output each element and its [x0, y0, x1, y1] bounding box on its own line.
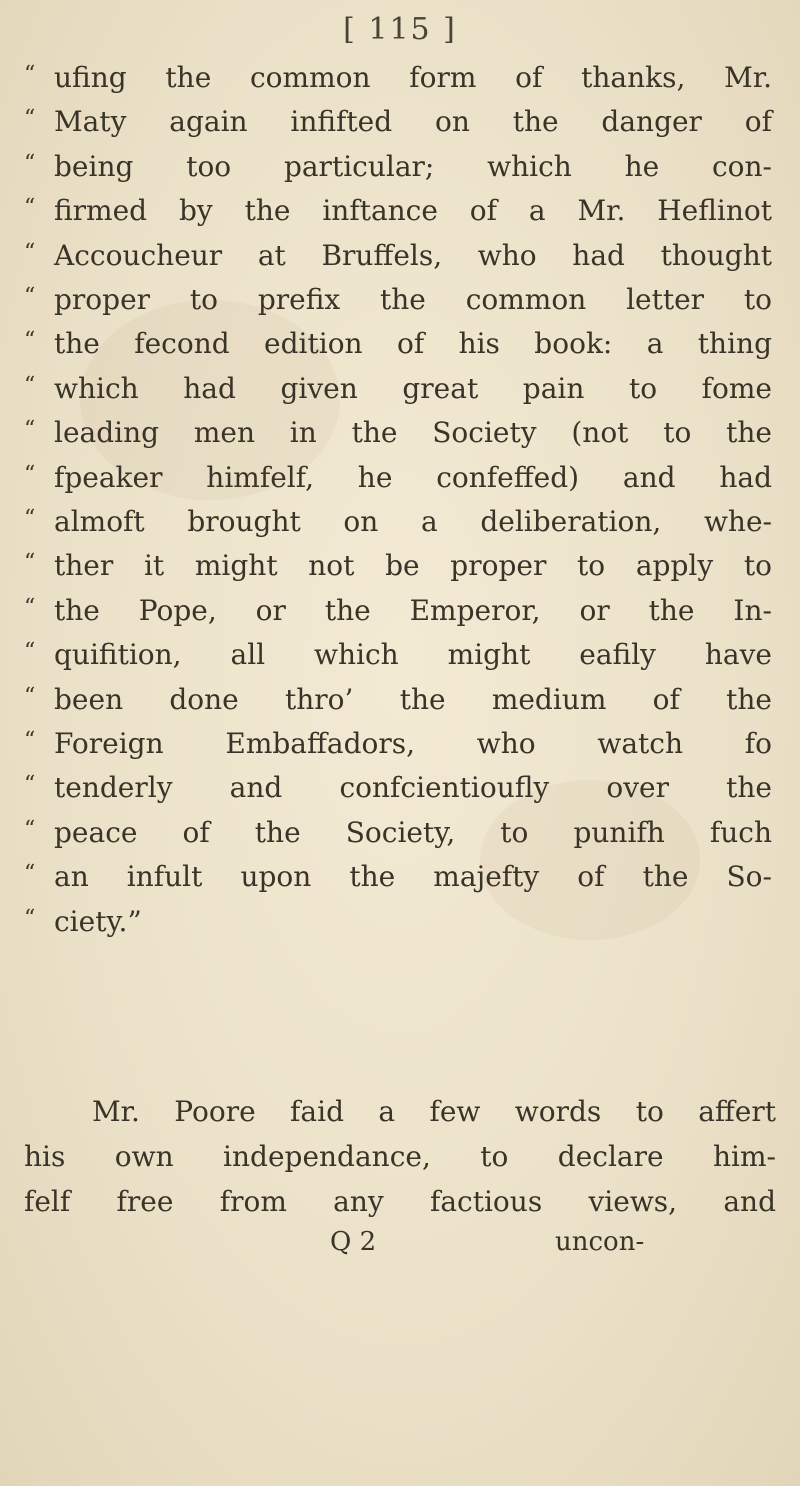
line-text: been done thro’ the medium of the	[54, 682, 772, 716]
page-number: [ 115 ]	[343, 12, 457, 47]
quoted-text-line	[24, 413, 776, 453]
line-text: tenderly and confcientioufly over the	[54, 771, 772, 805]
paragraph-text-line	[24, 1137, 776, 1177]
quoted-text-line	[24, 635, 776, 675]
paragraph-text-line	[24, 1092, 776, 1132]
line-text: quifition, all which might eafily have	[54, 638, 772, 672]
line-text: his own independance, to declare him-	[24, 1140, 776, 1173]
quoted-text-line	[24, 502, 776, 542]
quote-mark: “	[24, 284, 36, 309]
line-text: Accoucheur at Bruffels, who had thought	[54, 238, 772, 272]
line-text: which had given great pain to fome	[54, 371, 772, 405]
catchword: uncon-	[555, 1227, 645, 1257]
quoted-text-line	[24, 902, 776, 942]
line-text: Foreign Embaffadors, who watch fo	[54, 727, 772, 760]
quote-mark: “	[24, 506, 36, 531]
quote-mark: “	[24, 417, 36, 443]
quote-mark: “	[24, 594, 36, 620]
line-text: leading men in the Society (not to the	[54, 416, 772, 450]
quote-mark: “	[24, 772, 36, 798]
quoted-text-line	[24, 813, 776, 853]
quoted-text-line	[24, 591, 776, 631]
quoted-text-line	[24, 857, 776, 897]
quote-mark: “	[24, 239, 36, 265]
quoted-text-line	[24, 280, 776, 320]
quote-mark: “	[24, 62, 36, 87]
line-text: ther it might not be proper to apply to	[54, 549, 772, 583]
line-text: firmed by the inftance of a Mr. Heflinot	[54, 194, 772, 228]
quote-mark: “	[24, 905, 36, 931]
quoted-text-line	[24, 191, 776, 231]
quote-mark: “	[24, 328, 36, 354]
line-text: ufing the common form of thanks, Mr.	[54, 61, 772, 94]
line-text: Mr. Poore faid a few words to affert	[92, 1095, 776, 1128]
quoted-text-line	[24, 324, 776, 364]
quote-mark: “	[24, 639, 36, 665]
quote-mark: “	[24, 816, 36, 842]
quoted-text-line	[24, 236, 776, 276]
line-text: the Pope, or the Emperor, or the In-	[54, 593, 772, 627]
quoted-text-line	[24, 58, 776, 98]
quoted-text-line	[24, 680, 776, 720]
line-text: Maty again infifted on the danger of	[54, 105, 772, 139]
line-text: almoft brought on a deliberation, whe-	[54, 505, 772, 538]
line-text: fpeaker himfelf, he confeffed) and had	[54, 460, 772, 494]
quoted-text-line	[24, 102, 776, 142]
quote-mark: “	[24, 150, 36, 176]
line-text: proper to prefix the common letter to	[54, 283, 772, 316]
quoted-text-line	[24, 546, 776, 586]
signature-mark: Q 2	[330, 1227, 377, 1257]
quote-mark: “	[24, 728, 36, 753]
quote-mark: “	[24, 861, 36, 887]
quoted-text-line	[24, 369, 776, 409]
line-text: being too particular; which he con-	[54, 149, 772, 183]
quoted-text-line	[24, 147, 776, 187]
quote-mark: “	[24, 195, 36, 221]
quote-mark: “	[24, 683, 36, 709]
page-footer	[0, 1222, 800, 1262]
quoted-text-line	[24, 458, 776, 498]
quote-mark: “	[24, 372, 36, 398]
quote-mark: “	[24, 550, 36, 576]
line-text: an infult upon the majefty of the So-	[54, 860, 772, 894]
quoted-text-line	[24, 724, 776, 764]
line-text: the fecond edition of his book: a thing	[54, 327, 772, 361]
quote-mark: “	[24, 106, 36, 132]
quoted-text-line	[24, 768, 776, 808]
line-text: peace of the Society, to punifh fuch	[54, 815, 772, 849]
quote-mark: “	[24, 461, 36, 487]
line-text: felf free from any factious views, and	[24, 1185, 776, 1218]
line-text: ciety.”	[54, 904, 142, 938]
paragraph-text-line	[24, 1182, 776, 1222]
